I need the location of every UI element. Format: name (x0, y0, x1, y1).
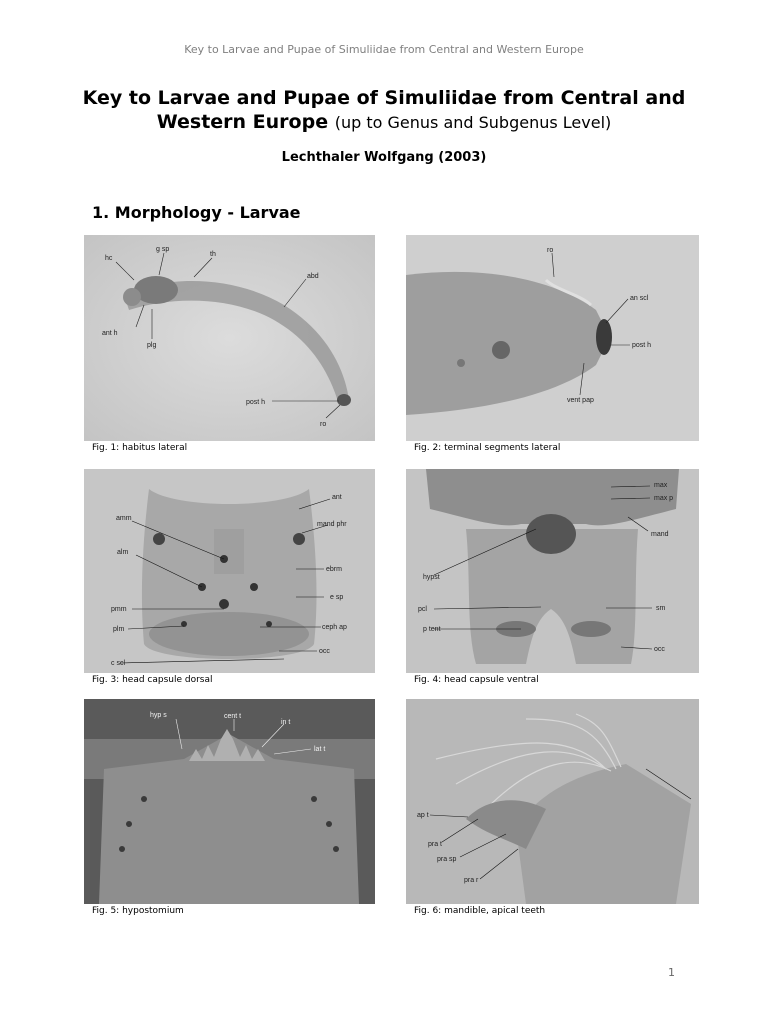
fig3-label-cscl: c scl (111, 660, 125, 667)
fig4-label-pcl: pcl (418, 606, 427, 613)
fig1-label-th: th (210, 251, 216, 258)
page-number: 1 (668, 966, 675, 979)
title-line-2-subtitle: (up to Genus and Subgenus Level) (334, 113, 612, 132)
fig3-label-alm: alm (117, 549, 129, 556)
fig5-label-int: in t (281, 719, 291, 726)
fig4-label-maxp: max p (654, 495, 674, 502)
fig1-label-ro: ro (320, 421, 327, 428)
fig2-label-ro: ro (547, 247, 554, 254)
fig3-label-plm: plm (113, 626, 125, 633)
fig6-label-prar: pra r (464, 877, 479, 884)
running-header: Key to Larvae and Pupae of Simuliidae from Central and Western Europe (184, 43, 584, 56)
fig1-label-plg: plg (147, 342, 157, 349)
fig2-label-ventpap: vent pap (567, 397, 594, 404)
fig4-label-sm: sm (656, 605, 666, 612)
figure-2-caption: Fig. 2: terminal segments lateral (414, 443, 561, 453)
fig5-label-centt: cent t (224, 713, 242, 720)
fig6-label-prasp: pra sp (437, 856, 457, 863)
figure-3-photo (84, 469, 375, 673)
fig4-label-mand: mand (651, 531, 669, 538)
fig5-label-latt: lat t (314, 746, 326, 753)
author-line: Lechthaler Wolfgang (2003) (281, 150, 487, 165)
title-line-2-main: Western Europe (156, 111, 329, 133)
section-heading: 1. Morphology - Larvae (92, 203, 301, 222)
fig1-label-anth: ant h (102, 330, 118, 337)
title-line-1: Key to Larvae and Pupae of Simuliidae from Central and (82, 87, 686, 109)
figure-3-caption: Fig. 3: head capsule dorsal (92, 675, 213, 685)
fig4-label-hypst: hypst (423, 574, 440, 581)
figure-1-caption: Fig. 1: habitus lateral (92, 443, 188, 453)
title-line-2 (60, 110, 708, 135)
fig3-label-occ: occ (319, 648, 330, 655)
fig1-label-gsp: g sp (156, 246, 170, 253)
fig1-label-posth: post h (246, 399, 266, 406)
fig4-label-occ: occ (654, 646, 665, 653)
figure-5-caption: Fig. 5: hypostomium (92, 906, 184, 916)
fig2-label-posth: post h (632, 342, 652, 349)
figure-4-caption: Fig. 4: head capsule ventral (414, 675, 539, 685)
figure-6-caption: Fig. 6: mandible, apical teeth (414, 906, 546, 916)
fig3-label-ant: ant (332, 494, 342, 501)
fig6-label-prat: pra t (428, 841, 443, 848)
fig3-label-pmm: pmm (111, 606, 127, 613)
fig3-label-amm: amm (116, 515, 132, 522)
fig3-label-esp: e sp (330, 594, 344, 601)
fig1-label-abd: abd (307, 273, 319, 280)
figure-6-photo (406, 699, 699, 904)
fig6-label-apt: ap t (417, 812, 429, 819)
figure-2-photo (406, 235, 699, 441)
fig5-label-hyps: hyp s (150, 712, 167, 719)
document-title (60, 86, 708, 135)
fig3-label-mandphr: mand phr (317, 521, 347, 528)
fig4-label-ptent: p tent (423, 626, 441, 633)
figure-1-photo (84, 235, 375, 441)
fig3-label-ebrm: ebrm (326, 566, 342, 573)
figure-4-photo (406, 469, 699, 673)
fig4-label-max: max (654, 482, 668, 489)
fig3-label-cephap: ceph ap (322, 624, 347, 631)
fig2-label-anscl: an scl (630, 295, 649, 302)
fig1-label-hc: hc (105, 255, 113, 262)
figure-5-photo (84, 699, 375, 904)
